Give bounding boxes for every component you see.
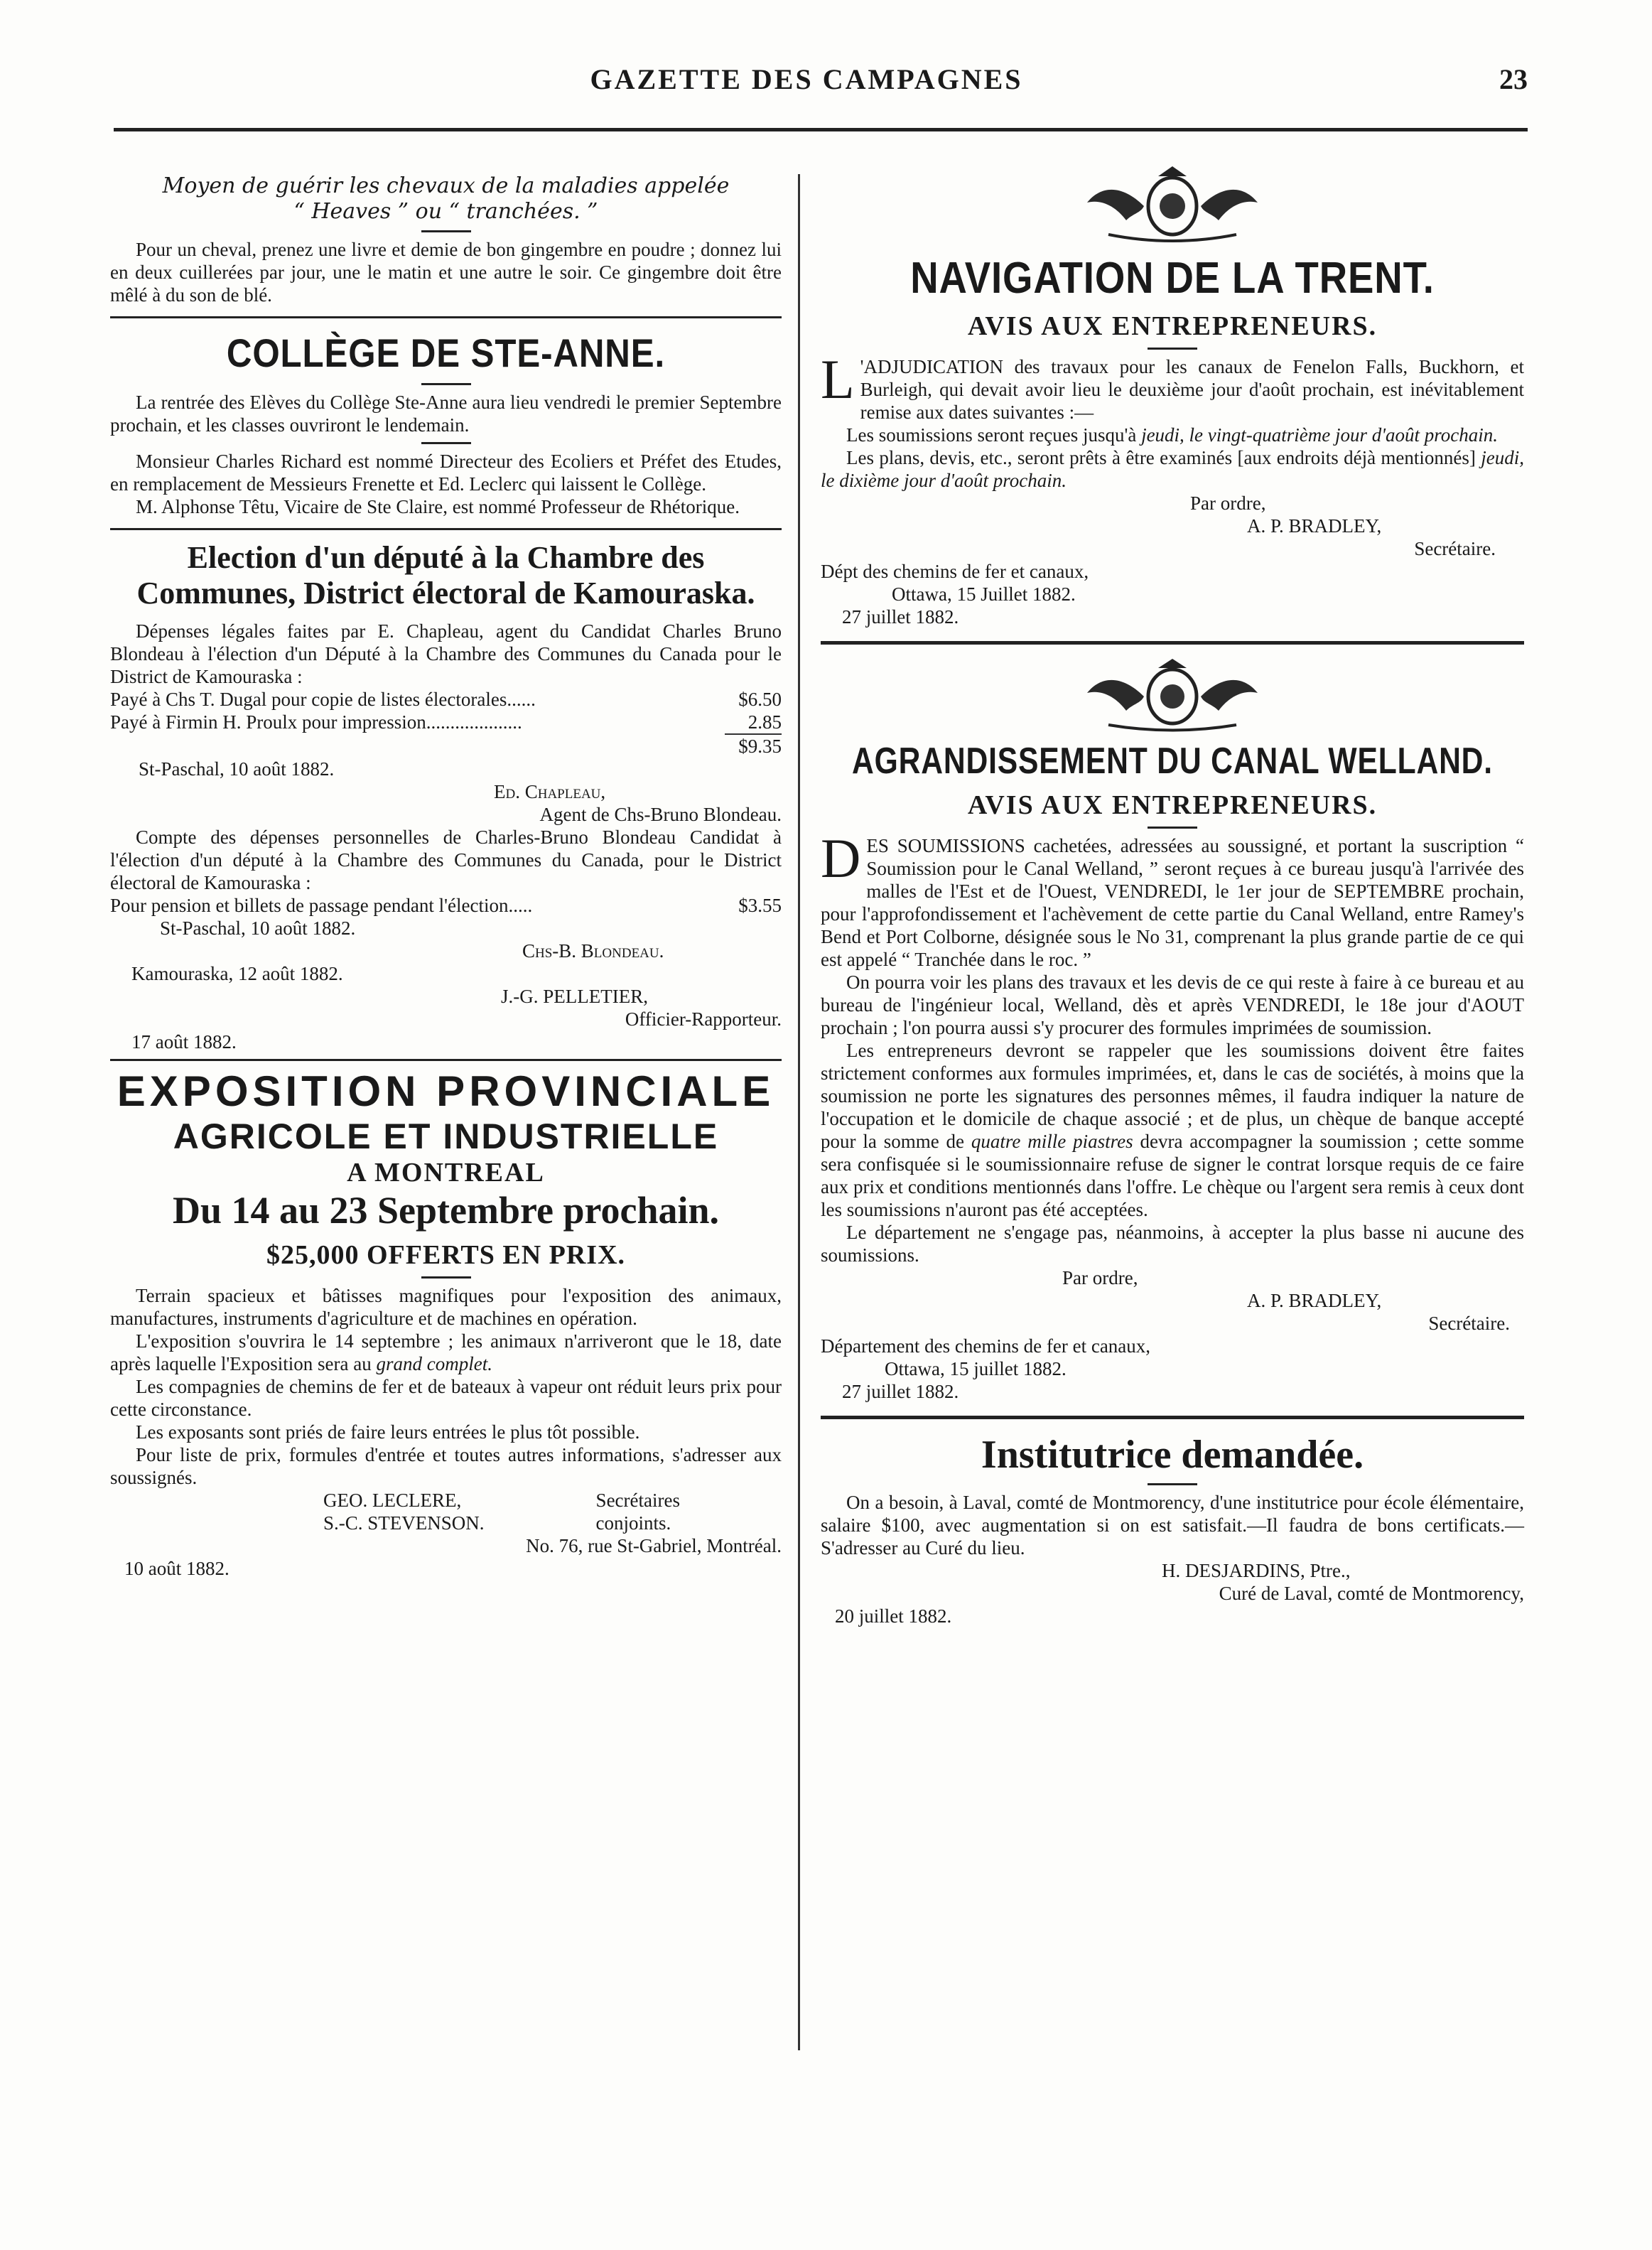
expense-amount: 2.85 xyxy=(747,711,782,733)
secretary-name: S.-C. STEVENSON. xyxy=(323,1512,485,1534)
exposition-title: EXPOSITION PROVINCIALE xyxy=(117,1067,775,1115)
exposition-city: A MONTREAL xyxy=(347,1158,545,1188)
trent-p3 xyxy=(821,446,1524,492)
place-date: Ottawa, 15 juillet 1882. xyxy=(885,1358,1067,1379)
divider xyxy=(1148,827,1197,829)
election-intro: Dépenses légales faites par E. Chapleau, agent du Candidat Charles Bruno Blondeau à l'élection d'un Député à la Chambre des Communes du Canada pour le District de Kamouraska : xyxy=(110,620,782,687)
college-notice xyxy=(110,330,782,518)
expense-label: Payé à Chs T. Dugal pour copie de listes électorales...... xyxy=(110,689,536,710)
election-compte: Compte des dépenses personnelles de Charles-Bruno Blondeau Candidat à l'élection d'un député à la Chambre des Communes du Canada, pour le District électoral de Kamouraska : xyxy=(110,827,782,893)
exposition-p4: Les exposants sont priés de faire leurs entrées le plus tôt possible. xyxy=(136,1421,640,1443)
college-p3: M. Alphonse Têtu, Vicaire de Ste Claire, est nommé Professeur de Rhétorique. xyxy=(136,496,740,517)
welland-body xyxy=(821,827,1524,971)
college-p1: La rentrée des Elèves du Collège Ste-Anne aura lieu vendredi le premier Septembre prochain, et les classes ouvriront le lendemain. xyxy=(110,392,782,436)
signature-role: Secrétaire. xyxy=(1428,1313,1510,1334)
expense-amount: $3.55 xyxy=(738,895,782,916)
trent-subheading: AVIS AUX ENTREPRENEURS. xyxy=(967,311,1378,341)
welland-p2: On pourra voir les plans des travaux et les devis de ce qui reste à faire à ce bureau et au bureau de l'ingénieur local, Welland, dès et après VENDREDI, le 18e jour d'AOUT prochain ; l'on pourra aussi s'y procurer des formules imprimées de soumission. xyxy=(821,971,1524,1038)
exposition-p2-text: L'exposition s'ouvrira le 14 septembre ; les animaux n'arriveront que le 18, date après laquelle l'Exposition sera au xyxy=(110,1330,782,1374)
heaves-article xyxy=(110,173,782,306)
notice-date: 17 août 1882. xyxy=(131,1031,237,1053)
department: Département des chemins de fer et canaux, xyxy=(821,1335,1151,1357)
exposition-advert xyxy=(110,1067,782,1580)
election-notice xyxy=(110,540,782,1053)
exposition-p3: Les compagnies de chemins de fer et de bateaux à vapeur ont réduit leurs prix pour cette circonstance. xyxy=(110,1376,782,1420)
expense-row xyxy=(110,688,782,711)
college-p2: Monsieur Charles Richard est nommé Directeur des Ecoliers et Préfet des Etudes, en remplacement de Messieurs Frenette et Ed. Leclerc qui laissent le Collège. xyxy=(110,451,782,495)
secretaries-block xyxy=(323,1489,782,1534)
divider xyxy=(821,1416,1524,1419)
par-ordre: Par ordre, xyxy=(1062,1267,1138,1288)
notice-date: 20 juillet 1882. xyxy=(835,1605,952,1627)
signature-name: J.-G. PELLETIER, xyxy=(501,986,648,1007)
expense-label: Pour pension et billets de passage pendant l'élection..... xyxy=(110,895,533,916)
right-column xyxy=(821,163,1524,1627)
signature-name: H. DESJARDINS, Ptre., xyxy=(1162,1560,1351,1581)
secretary-role: Secrétaires xyxy=(595,1490,680,1511)
divider xyxy=(110,316,782,318)
secretary-role: conjoints. xyxy=(595,1512,671,1534)
exposition-subtitle: AGRICOLE ET INDUSTRIELLE xyxy=(173,1116,719,1156)
welland-p4: Le département ne s'engage pas, néanmoins, à accepter la plus basse ni aucune des soumissions. xyxy=(821,1222,1524,1266)
secretary-name: GEO. LECLERE, xyxy=(323,1490,462,1511)
trent-heading: NAVIGATION DE LA TRENT. xyxy=(910,254,1435,303)
welland-p1: ES SOUMISSIONS cachetées, adressées au soussigné, et portant la suscription “ Soumission pour le Canal Welland, ” seront reçues à ce bureau jusqu'à l'arrivée des malles de l'Est et de l'Ouest, VENDREDI, le 1er jour de SEPTEMBRE prochain, pour l'approfondissement et l'achèvement de cette partie du Canal Welland, entre Ramey's Bend et Port Colborne, désignée sous le No 31, comprenant la plus grande partie de ce qui est appelé “ Tranchée dans le roc. ” xyxy=(821,835,1524,970)
trent-p2-text: Les soumissions seront reçues jusqu'à xyxy=(846,424,1142,446)
divider xyxy=(821,641,1524,645)
welland-p3-text2: devra accompagner la soumission ; cette somme sera confisquée si le soumissionnaire refuse de signer le contrat lorsque requis de ce faire aux prix et conditions mentionnés dans l'offre. Le chèque ou l'argent sera remis à ceux dont les soumissions n'auront pas été acceptées. xyxy=(821,1131,1524,1220)
divider xyxy=(421,1276,471,1279)
trent-notice xyxy=(821,163,1524,628)
expense-row xyxy=(110,894,782,917)
welland-p3 xyxy=(821,1039,1524,1221)
divider xyxy=(1148,348,1197,350)
welland-notice xyxy=(821,657,1524,1403)
notice-date: 27 juillet 1882. xyxy=(842,606,959,628)
expense-amount: $6.50 xyxy=(738,689,782,710)
department: Dépt des chemins de fer et canaux, xyxy=(821,561,1089,582)
trent-body xyxy=(821,348,1524,424)
trent-p1: 'ADJUDICATION des travaux pour les canaux de Fenelon Falls, Buckhorn, et Burleigh, qui devait avoir lieu le deuxième jour d'août prochain, est inévitablement remise aux dates suivantes :— xyxy=(860,356,1524,423)
notice-date: 27 juillet 1882. xyxy=(842,1381,959,1402)
expense-row xyxy=(110,711,782,733)
college-heading: COLLÈGE DE STE-ANNE. xyxy=(226,330,666,375)
heaves-title-line1: Moyen de guérir les chevaux de la maladies appelée xyxy=(162,173,730,198)
coat-of-arms-ornament xyxy=(1066,657,1279,736)
trent-p3-emphasis: jeudi, le dixième jour d'août prochain. xyxy=(821,447,1524,491)
trent-p2 xyxy=(821,424,1524,446)
exposition-prizes: $25,000 OFFERTS EN PRIX. xyxy=(266,1240,626,1270)
exposition-p2-emphasis: grand complet. xyxy=(376,1353,492,1374)
signature-name: Chs-B. Blondeau. xyxy=(522,940,664,962)
header-rule xyxy=(114,128,1528,131)
trent-p2-emphasis: jeudi, le vingt-quatrième jour d'août prochain. xyxy=(1141,424,1499,446)
exposition-p2 xyxy=(110,1330,782,1375)
notice-date: 10 août 1882. xyxy=(124,1558,230,1579)
signature-role: Officier-Rapporteur. xyxy=(625,1008,782,1030)
institutrice-p1: On a besoin, à Laval, comté de Montmorency, d'une institutrice pour école élémentaire, salaire $100, avec augmentation si on est satisfait.—Il faudra de bons certificats.—S'adresser au Curé du lieu. xyxy=(821,1492,1524,1559)
signature-role: Secrétaire. xyxy=(1414,538,1496,559)
running-head xyxy=(0,63,1652,105)
divider xyxy=(110,528,782,530)
signature-name: A. P. BRADLEY, xyxy=(1247,1290,1382,1311)
par-ordre: Par ordre, xyxy=(1190,492,1266,514)
coat-of-arms-ornament xyxy=(1066,163,1279,249)
welland-p3-text: Les entrepreneurs devront se rappeler que les soumissions doivent être faites strictement conformes aux formules imprimées, et, dans le cas de sociétés, à moins que la soumission ne porte les signatures des personnes mêmes, il faudra indiquer la nature de l'occupation et le domicile de chaque associé ; et de plus, un chèque de banque accepté pour la somme de xyxy=(821,1040,1524,1152)
exposition-p1: Terrain spacieux et bâtisses magnifiques pour l'exposition des animaux, manufactures, instruments d'agriculture et de machines en opération. xyxy=(110,1285,782,1329)
signature-role: Agent de Chs-Bruno Blondeau. xyxy=(539,804,782,825)
divider xyxy=(110,1059,782,1061)
signature-role: Curé de Laval, comté de Montmorency, xyxy=(1219,1583,1524,1604)
divider xyxy=(421,230,471,232)
left-column xyxy=(110,163,782,1580)
place-date: Kamouraska, 12 août 1882. xyxy=(131,963,343,984)
expense-total: $9.35 xyxy=(725,733,782,758)
expense-label: Payé à Firmin H. Proulx pour impression.................... xyxy=(110,711,522,733)
drop-cap: L xyxy=(821,348,855,410)
place-date: St-Paschal, 10 août 1882. xyxy=(139,758,335,780)
drop-cap: D xyxy=(821,827,861,889)
welland-subheading: AVIS AUX ENTREPRENEURS. xyxy=(967,790,1378,820)
exposition-address: No. 76, rue St-Gabriel, Montréal. xyxy=(526,1535,782,1556)
place-date: St-Paschal, 10 août 1882. xyxy=(160,917,356,939)
heaves-text: Pour un cheval, prenez une livre et demie de bon gingembre en poudre ; donnez lui en deux cuillerées par jour, une le matin et une autre le soir. Ce gingembre doit être mêlé à du son de blé. xyxy=(110,239,782,306)
welland-p3-emphasis: quatre mille piastres xyxy=(971,1131,1133,1152)
place-date: Ottawa, 15 Juillet 1882. xyxy=(892,583,1076,605)
page-title: GAZETTE DES CAMPAGNES xyxy=(590,63,1023,95)
signature-name: Ed. Chapleau, xyxy=(494,781,606,802)
signature-name: A. P. BRADLEY, xyxy=(1247,515,1382,537)
trent-p3-text: Les plans, devis, etc., seront prêts à être examinés [aux endroits déjà mentionnés] xyxy=(846,447,1481,468)
divider xyxy=(421,442,471,444)
exposition-dates: Du 14 au 23 Septembre prochain. xyxy=(172,1189,720,1232)
column-divider xyxy=(798,174,800,2050)
institutrice-heading: Institutrice demandée. xyxy=(981,1433,1364,1477)
institutrice-notice xyxy=(821,1432,1524,1627)
page-number: 23 xyxy=(1499,63,1528,95)
divider xyxy=(1148,1483,1197,1485)
exposition-p5: Pour liste de prix, formules d'entrée et toutes autres informations, s'adresser aux soussignés. xyxy=(110,1444,782,1488)
welland-heading: AGRANDISSEMENT DU CANAL WELLAND. xyxy=(852,741,1493,782)
divider xyxy=(421,383,471,385)
election-heading: Election d'un député à la Chambre des Communes, District électoral de Kamouraska. xyxy=(136,540,755,610)
heaves-title-line2: “ Heaves ” ou “ tranchées. ” xyxy=(293,199,598,224)
